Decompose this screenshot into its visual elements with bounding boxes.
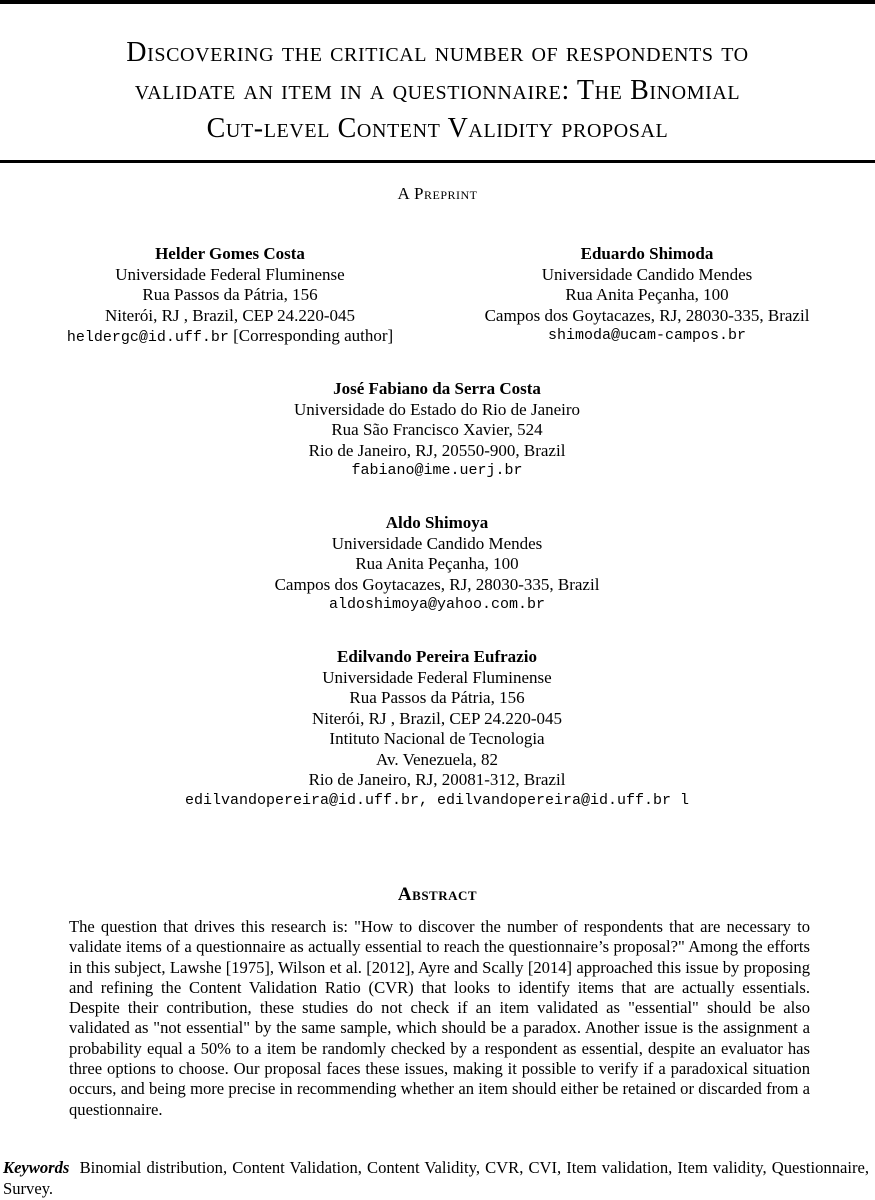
author-affiliation-line: Rio de Janeiro, RJ, 20550-900, Brazil bbox=[308, 440, 566, 460]
author-name: José Fabiano da Serra Costa bbox=[333, 379, 541, 398]
author-affiliation-line: Rua Anita Peçanha, 100 bbox=[565, 285, 729, 304]
author-name: Helder Gomes Costa bbox=[155, 244, 305, 263]
author-affiliation-line: Av. Venezuela, 82 bbox=[376, 749, 498, 769]
top-rule bbox=[0, 0, 875, 4]
author-affiliation-line: Universidade do Estado do Rio de Janeiro bbox=[293, 399, 581, 419]
author-affiliation-line: Intituto Nacional de Tecnologia bbox=[329, 729, 545, 748]
title-line-2: validate an item in a questionnaire: The Binomial bbox=[134, 75, 741, 106]
author-affiliation-line: Campos dos Goytacazes, RJ, 28030-335, Brazil bbox=[484, 305, 810, 325]
author-block bbox=[447, 244, 847, 347]
author-affiliation-line: Rua Passos da Pátria, 156 bbox=[142, 285, 318, 304]
author-affiliation-line: Rua Anita Peçanha, 100 bbox=[355, 554, 519, 573]
author-name: Eduardo Shimoda bbox=[580, 244, 714, 263]
title-line-3: Cut-level Content Validity proposal bbox=[206, 113, 669, 144]
author-affiliation-line: Campos dos Goytacazes, RJ, 28030-335, Brazil bbox=[274, 574, 600, 594]
title-line-1: Discovering the critical number of respondents to bbox=[126, 37, 749, 68]
author-block bbox=[30, 244, 430, 349]
author-affiliation-line: Universidade Candido Mendes bbox=[331, 533, 543, 553]
abstract-heading: Abstract bbox=[397, 884, 478, 905]
paper-title bbox=[20, 34, 855, 148]
author-affiliation-line: Universidade Federal Fluminense bbox=[322, 667, 552, 687]
author-contact bbox=[30, 326, 430, 349]
author-email: heldergc@id.uff.br bbox=[66, 329, 229, 346]
author-email: edilvandopereira@id.uff.br, edilvandopereira@id.uff.br l bbox=[184, 791, 690, 809]
author-block bbox=[87, 647, 787, 811]
keywords bbox=[3, 1158, 869, 1199]
author-email: fabiano@ime.uerj.br bbox=[351, 462, 523, 479]
author-affiliation-line: Rua Passos da Pátria, 156 bbox=[349, 688, 525, 707]
author-name: Edilvando Pereira Eufrazio bbox=[337, 647, 537, 666]
preprint-label: A Preprint bbox=[397, 184, 478, 203]
author-affiliation-line: Niterói, RJ , Brazil, CEP 24.220-045 bbox=[104, 305, 356, 325]
keywords-label: Keywords bbox=[3, 1158, 70, 1177]
abstract-text: The question that drives this research is: "How to discover the number of respondents that are necessary to validate items of a questionnaire as actually essential to reach the questionnaire’s proposal?" Among the efforts in this subject, Lawshe [1975], Wilson et al. [2012], Ayre and Scally [2014] approached this issue by proposing and refining the Content Validation Ratio (CVR) that looks to identify items that are actually essentials. Despite their contribution, these studies do not check if an item validated as "essential" should be also validated as "not essential" by the same sample, which should be a paradox. Another issue is the assignment a probability equal a 50% to a item be randomly checked by a respondent as essential, despite an evaluator has three options to choose. Our proposal faces these issues, making it possible to verify if a paradoxical situation occurs, and being more precise in recommending whether an item should either be retained or discarded from a questionnaire. bbox=[69, 917, 810, 1119]
author-affiliation-line: Universidade Federal Fluminense bbox=[115, 264, 345, 284]
corresponding-author-note: [Corresponding author] bbox=[233, 326, 394, 345]
title-bottom-rule bbox=[0, 160, 875, 163]
author-affiliation-line: Rua São Francisco Xavier, 524 bbox=[331, 420, 543, 439]
author-email: aldoshimoya@yahoo.com.br bbox=[328, 596, 546, 613]
author-email: shimoda@ucam-campos.br bbox=[547, 327, 747, 344]
author-affiliation-line: Rio de Janeiro, RJ, 20081-312, Brazil bbox=[308, 770, 566, 789]
keywords-text: Binomial distribution, Content Validation, Content Validity, CVR, CVI, Item validation, Item validity, Questionnaire, Survey. bbox=[3, 1158, 869, 1198]
author-affiliation-line: Niterói, RJ , Brazil, CEP 24.220-045 bbox=[311, 708, 563, 728]
author-affiliation-line: Universidade Candido Mendes bbox=[541, 264, 753, 284]
author-block bbox=[137, 513, 737, 616]
author-name: Aldo Shimoya bbox=[385, 513, 489, 532]
author-block bbox=[137, 379, 737, 482]
